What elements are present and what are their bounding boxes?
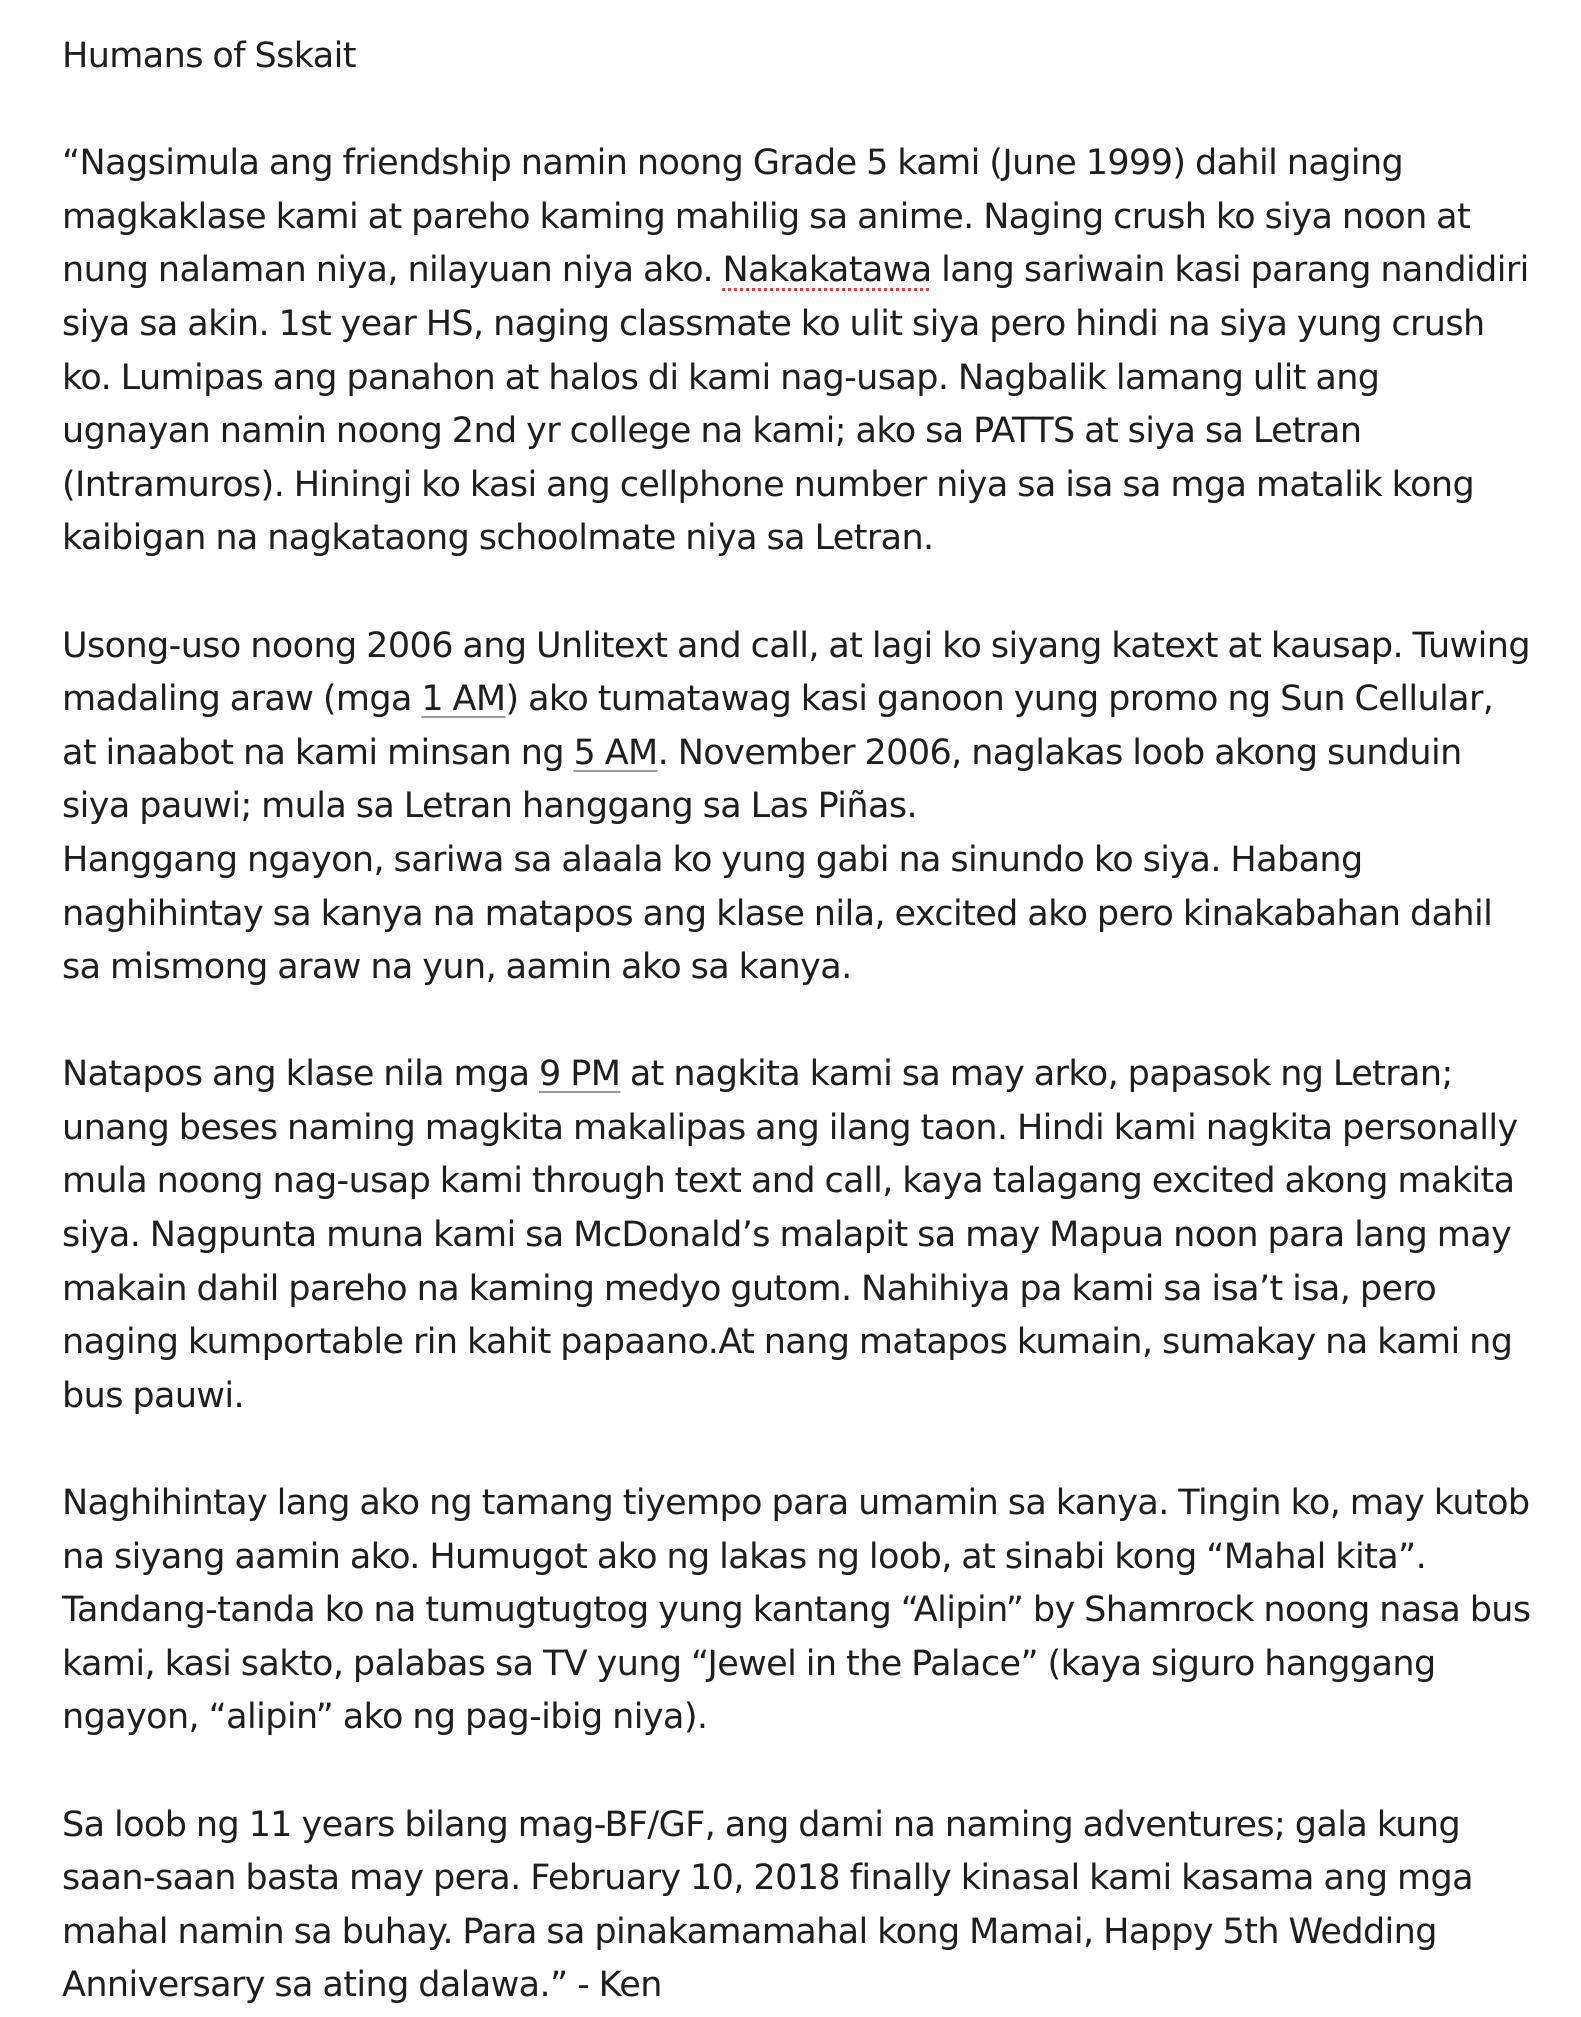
time-data-link[interactable]: 5 AM (573, 732, 658, 773)
time-data-link[interactable]: 9 PM (539, 1054, 621, 1095)
paragraph (62, 137, 1532, 566)
paragraph (62, 1799, 1532, 2013)
text-run: “Nagsimula ang friendship namin noong Grade 5 kami (June 1999) dahil naging magkaklase kami at pareho kaming mahilig sa anime. Naging crush ko siya noon at nung nalaman niya, nilayuan niya ako. (62, 143, 1471, 291)
paragraph (62, 1477, 1532, 1745)
paragraph (62, 1048, 1532, 1423)
text-run: ) ako tumatawag kasi ganoon yung promo ng Sun Cellular, at inaabot na kami minsan ng (62, 679, 1494, 773)
text-run: Natapos ang klase nila mga (62, 1054, 539, 1095)
text-run: lang sariwain kasi parang nandidiri siya sa akin. 1st year HS, naging classmate ko ulit siya pero hindi na siya yung crush ko. Lumipas ang panahon at halos di kami nag-usap. Nagbalik lamang ulit ang ugnayan namin noong 2nd yr college na kami; ako sa PATTS at siya sa Letran (Intramuros). Hiningi ko kasi ang cellphone number niya sa isa sa mga matalik kong kaibigan na nagkataong schoolmate niya sa Letran. (62, 250, 1529, 559)
time-data-link[interactable]: 1 AM (421, 679, 506, 720)
text-run: . November 2006, naglakas loob akong sunduin siya pauwi; mula sa Letran hanggang sa Las Piñas. (62, 732, 1462, 827)
text-run: Sa loob ng 11 years bilang mag-BF/GF, ang dami na naming adventures; gala kung saan-saan basta may pera. February 10, 2018 finally kinasal kami kasama ang mga mahal namin sa buhay. Para sa pinakamamahal kong Mamai, Happy 5th Wedding Anniversary sa ating dalawa.” - Ken (62, 1804, 1473, 2006)
text-run: Naghihintay lang ako ng tamang tiyempo para umamin sa kanya. Tingin ko, may kutob na siyang aamin ako. Humugot ako ng lakas ng loob, at sinabi kong “Mahal kita”. Tandang-tanda ko na tumugtugtog yung kantang “Alipin” by Shamrock noong nasa bus kami, kasi sakto, palabas sa TV yung “Jewel in the Palace” (kaya siguro hanggang ngayon, “alipin” ako ng pag-ibig niya). (62, 1483, 1531, 1738)
text-run: Usong-uso noong 2006 ang Unlitext and call, at lagi ko siyang katext at kausap. Tuwing madaling araw (mga (62, 625, 1530, 720)
paragraph (62, 620, 1532, 834)
paragraph (62, 834, 1532, 995)
text-run: at nagkita kami sa may arko, papasok ng Letran; unang beses naming magkita makalipas ang ilang taon. Hindi kami nagkita personally mula noong nag-usap kami through text and call, kaya talagang excited akong makita siya. Nagpunta muna kami sa McDonald’s malapit sa may Mapua noon para lang may makain dahil pareho na kaming medyo gutom. Nahihiya pa kami sa isa’t isa, pero naging kumportable rin kahit papaano.At nang matapos kumain, sumakay na kami ng bus pauwi. (62, 1054, 1518, 1416)
document-title: Humans of Sskait (62, 36, 356, 76)
document-body (62, 137, 1532, 2013)
spellcheck-flagged-word[interactable]: Nakakatawa (722, 250, 932, 291)
text-run: Hanggang ngayon, sariwa sa alaala ko yung gabi na sinundo ko siya. Habang naghihintay sa kanya na matapos ang klase nila, excited ako pero kinakabahan dahil sa mismong araw na yun, aamin ako sa kanya. (62, 839, 1493, 988)
document-page (62, 30, 1532, 2013)
